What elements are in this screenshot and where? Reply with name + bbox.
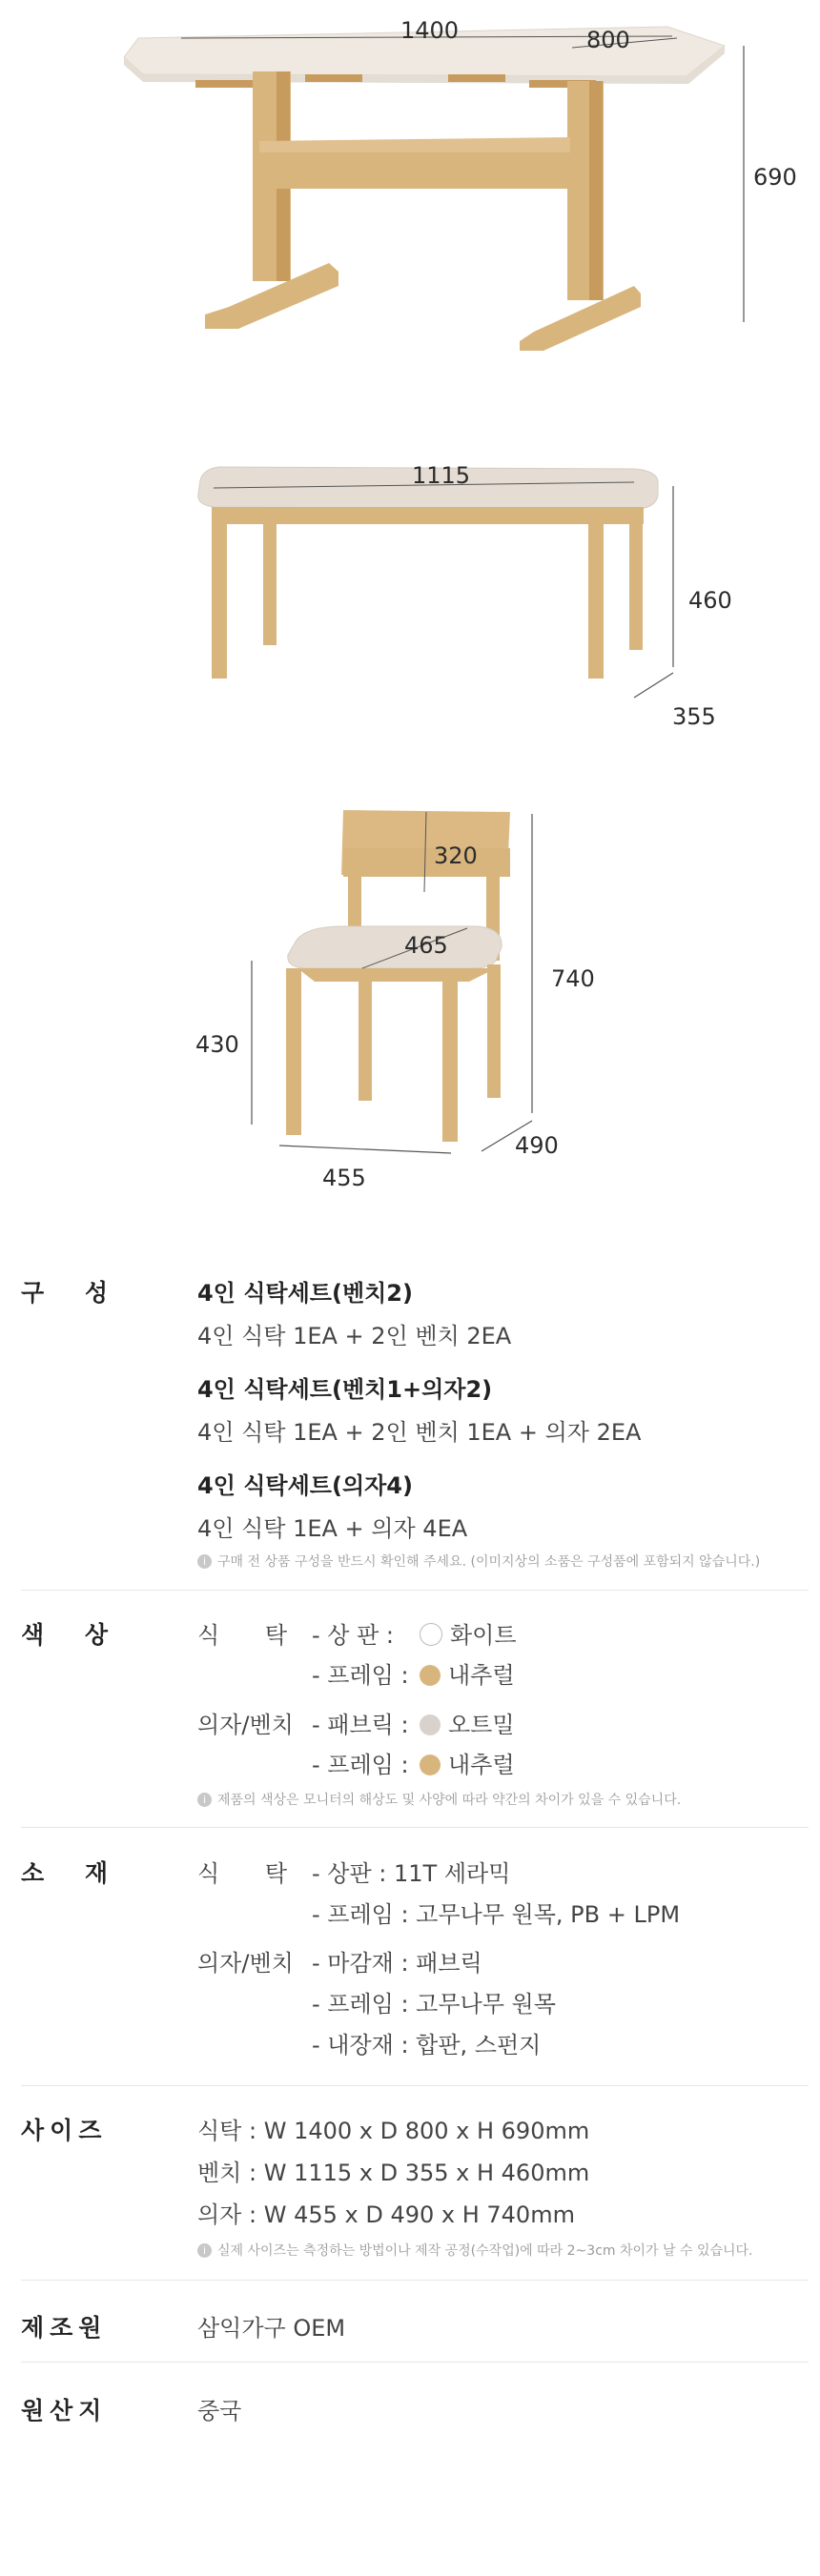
- composition-note: [197, 1552, 760, 1571]
- divider: [21, 2362, 809, 2363]
- maker-value: 삼익가구 OEM: [197, 2315, 346, 2342]
- bench-depth-label: 355: [672, 703, 716, 730]
- color-note-text: 제품의 색상은 모니터의 해상도 및 사양에 따라 약간의 차이가 있을 수 있습니다.: [217, 1793, 682, 1808]
- material-chair-row-2: - 프레임 : 고무나무 원목: [312, 1991, 556, 2018]
- bench-height-label: 460: [688, 587, 732, 614]
- set-3-desc: 4인 식탁 1EA + 의자 4EA: [197, 1515, 468, 1542]
- divider: [21, 1827, 809, 1828]
- set-2-desc: 4인 식탁 1EA + 2인 벤치 1EA + 의자 2EA: [197, 1419, 642, 1446]
- size-row-bench: 벤치 : W 1115 x D 355 x H 460mm: [197, 2160, 590, 2186]
- color-table-label: 식 탁: [197, 1622, 287, 1649]
- divider: [21, 1590, 809, 1591]
- composition-note-text: 구매 전 상품 구성을 반드시 확인해 주세요. (이미지상의 소품은 구성품에 포함되지 않습니다.): [217, 1554, 761, 1570]
- color-fabric-value: 오트밀: [448, 1712, 515, 1738]
- chair-seat-label: 465: [404, 932, 448, 959]
- composition-title: 구 성: [21, 1279, 111, 1307]
- chair-seat-height-label: 430: [195, 1031, 239, 1058]
- natural-swatch-icon: [420, 1755, 441, 1775]
- material-table-row-1: - 상판 : 11T 세라믹: [312, 1860, 511, 1887]
- bench-width-label: 1115: [412, 462, 471, 489]
- size-note-text: 실제 사이즈는 측정하는 방법이나 제작 공정(수작업)에 따라 2~3cm 차이가 날 수 있습니다.: [217, 2243, 753, 2259]
- white-swatch-icon: [420, 1623, 442, 1646]
- origin-value: 중국: [197, 2398, 242, 2424]
- color-row-frame-value: [420, 1656, 515, 1690]
- set-2-name: 4인 식탁세트(벤치1+의자2): [197, 1376, 493, 1403]
- color-row-top-value: [420, 1616, 517, 1650]
- chair-height-label: 740: [551, 965, 595, 992]
- chair-back-label: 320: [434, 842, 478, 869]
- material-chair-row-3: - 내장재 : 합판, 스펀지: [312, 2032, 542, 2059]
- info-icon: i: [197, 2243, 212, 2258]
- set-1-name: 4인 식탁세트(벤치2): [197, 1280, 413, 1307]
- set-1-desc: 4인 식탁 1EA + 2인 벤치 2EA: [197, 1323, 512, 1349]
- color-title: 색 상: [21, 1621, 111, 1649]
- info-icon: i: [197, 1554, 212, 1569]
- material-chair-row-1: - 마감재 : 패브릭: [312, 1950, 482, 1977]
- maker-title: 제조원: [21, 2314, 108, 2342]
- color-chair-frame-value: 내추럴: [448, 1752, 515, 1778]
- chair-depth-label: 490: [515, 1132, 559, 1159]
- divider: [21, 2085, 809, 2086]
- color-note: [197, 1790, 681, 1809]
- size-note: [197, 2241, 753, 2260]
- material-table-label: 식 탁: [197, 1860, 287, 1887]
- color-row-top-key: - 상 판 :: [312, 1622, 395, 1649]
- color-row-fabric-value: [420, 1706, 515, 1739]
- table-width-label: 1400: [400, 17, 460, 44]
- chair-width-label: 455: [322, 1165, 366, 1191]
- size-row-table: 식탁 : W 1400 x D 800 x H 690mm: [197, 2118, 590, 2144]
- color-row-chair-frame-key: - 프레임 :: [312, 1752, 409, 1778]
- material-title: 소 재: [21, 1859, 111, 1887]
- color-frame-value: 내추럴: [448, 1662, 515, 1689]
- origin-title: 원산지: [21, 2397, 108, 2424]
- table-depth-label: 800: [586, 27, 630, 53]
- color-top-value: 화이트: [450, 1622, 517, 1649]
- chair-drawing: [0, 801, 820, 1201]
- divider: [21, 2280, 809, 2281]
- size-row-chair: 의자 : W 455 x D 490 x H 740mm: [197, 2201, 575, 2228]
- table-height-label: 690: [753, 164, 797, 191]
- color-row-chair-frame-value: [420, 1746, 515, 1779]
- color-row-fabric-key: - 패브릭 :: [312, 1712, 409, 1738]
- material-table-row-2: - 프레임 : 고무나무 원목, PB + LPM: [312, 1901, 681, 1928]
- info-icon: i: [197, 1793, 212, 1807]
- material-chair-label: 의자/벤치: [197, 1950, 294, 1977]
- oatmeal-swatch-icon: [420, 1714, 441, 1735]
- natural-swatch-icon: [420, 1665, 441, 1686]
- size-title: 사이즈: [21, 2117, 108, 2144]
- color-row-frame-key: - 프레임 :: [312, 1662, 409, 1689]
- set-3-name: 4인 식탁세트(의자4): [197, 1472, 413, 1499]
- color-chair-label: 의자/벤치: [197, 1712, 294, 1738]
- table-drawing: [0, 0, 820, 381]
